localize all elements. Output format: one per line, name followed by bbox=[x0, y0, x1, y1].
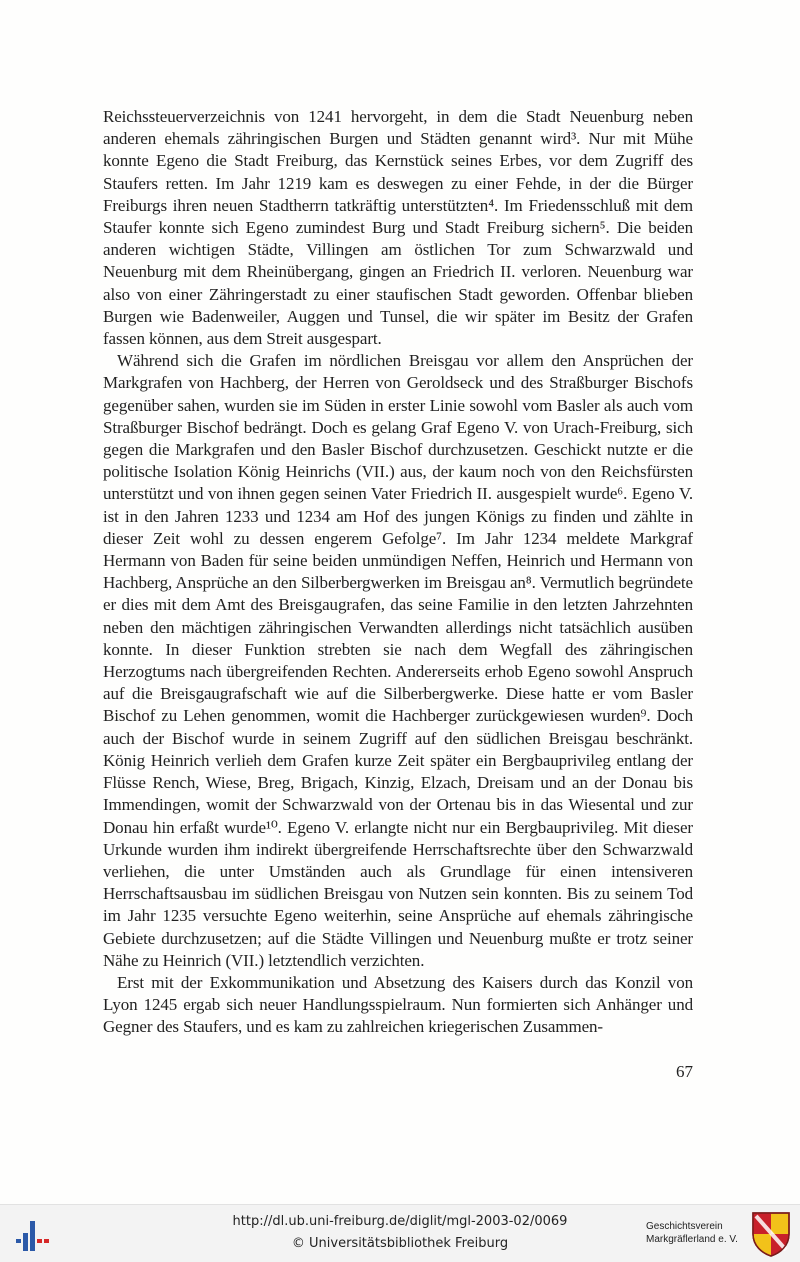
paragraph-1: Reichssteuerverzeichnis von 1241 hervorgeht, in dem die Stadt Neuenburg neben anderen ehemals zähringischen Burgen und Städten genannt wird³. Nur mit Mühe konnte Egeno die Stadt Freiburg, das Kernstück seines Erbes, vor dem Zugriff des Staufers retten. Im Jahr 1219 kam es deswegen zu einer Fehde, in der die Bürger Freiburgs ihren neuen Stadtherrn tatkräftig unterstützten⁴. Im Friedensschluß mit dem Staufer konnte sich Egeno zumindest Burg und Stadt Freiburg sichern⁵. Die beiden anderen wichtigen Städte, Villingen am östlichen Tor zum Schwarzwald und Neuenburg mit dem Rheinübergang, gingen an Friedrich II. verloren. Neuenburg war also von einer Zähringerstadt zu einer staufischen Stadt geworden. Offenbar blieben Burgen wie Badenweiler, Auggen und Tunsel, die wir später im Besitz der Grafen fassen können, aus dem Streit ausgespart. bbox=[103, 107, 693, 349]
viewer-footer bbox=[0, 1204, 800, 1262]
body-text bbox=[103, 106, 693, 1039]
paragraph-3: Erst mit der Exkommunikation und Absetzung des Kaisers durch das Konzil von Lyon 1245 ergab sich neuer Handlungsspielraum. Nun formierten sich Anhänger und Gegner des Staufers, und es kam zu zahlreichen kriegerischen Zusammen- bbox=[103, 972, 693, 1037]
footer-copyright: © Universitätsbibliothek Freiburg bbox=[291, 1236, 509, 1251]
library-logo-icon[interactable] bbox=[12, 1215, 52, 1255]
paragraph-2: Während sich die Grafen im nördlichen Breisgau vor allem den Ansprüchen der Markgrafen von Hachberg, der Herren von Geroldseck und des Straßburger Bischofs gegenüber sahen, wurden sie im Süden in erster Linie sowohl vom Basler als auch vom Straßburger Bischof bedrängt. Doch es gelang Graf Egeno V. von Urach-Freiburg, sich gegen die Markgrafen und den Basler Bischof durchzusetzen. Geschickt nutzte er die politische Isolation König Heinrichs (VII.) aus, der kaum noch von den Reichsfürsten unterstützt und von ihnen gegen seinen Vater Friedrich II. ausgespielt wurde⁶. Egeno V. ist in den Jahren 1233 und 1234 am Hof des jungen Königs zu finden und zählte in dieser Zeit wohl zu dessen engerem Gefolge⁷. Im Jahr 1234 meldete Markgraf Hermann von Baden für seine beiden unmündigen Neffen, Heinrich und Hermann von Hachberg, Ansprüche an den Silberbergwerken im Breisgau an⁸. Vermutlich begründete er dies mit dem Amt des Breisgaugrafen, das seine Familie in den letzten Jahrzehnten neben den mächtigen zähringischen Verwandten allerdings nicht tatsächlich ausüben konnte. In dieser Funktion strebten sie nach dem Wegfall des zähringischen Herzogtums nach übergreifenden Rechten. Andererseits erhob Egeno sowohl Anspruch auf die Breisgaugrafschaft wie auf die Silberbergwerke. Diese hatte er vom Basler Bischof zu Lehen genommen, womit die Hachberger zurückgewiesen wurden⁹. Doch auch der Bischof wurde in seinem Zugriff auf den südlichen Breisgau beschränkt. König Heinrich verlieh dem Grafen kurze Zeit später ein Bergbauprivileg entlang der Flüsse Rench, Wiese, Breg, Brigach, Kinzig, Elzach, Dreisam und an der Donau bis Immendingen, womit der Schwarzwald von der Ortenau bis in das Wiesental und zur Donau hin erfaßt wurde¹⁰. Egeno V. erlangte nicht nur ein Bergbauprivileg. Mit dieser Urkunde wurden ihm indirekt übergreifende Herrschaftsrechte über den Schwarzwald verliehen, die unter Umständen auch als Grundlage für einen intensiveren Herrschaftsausbau im südlichen Breisgau von Nutzen sein konnten. Bis zu seinem Tod im Jahr 1235 versuchte Egeno weiterhin, seine Ansprüche auf ehemals zähringische Gebiete durchzusetzen; auf die Städte Villingen und Neuenburg mußte er trotz seiner Nähe zu Heinrich (VII.) letztendlich verzichten. bbox=[103, 351, 693, 970]
coat-of-arms-icon bbox=[750, 1210, 792, 1258]
footer-url-link[interactable]: http://dl.ub.uni-freiburg.de/diglit/mgl-2003-02/0069 bbox=[232, 1214, 568, 1229]
society-name bbox=[646, 1220, 756, 1246]
society-line-2: Markgräflerland e. V. bbox=[646, 1234, 738, 1245]
society-line-1: Geschichtsverein bbox=[646, 1221, 723, 1232]
footer-citation bbox=[170, 1211, 630, 1255]
page-number: 67 bbox=[676, 1062, 693, 1081]
